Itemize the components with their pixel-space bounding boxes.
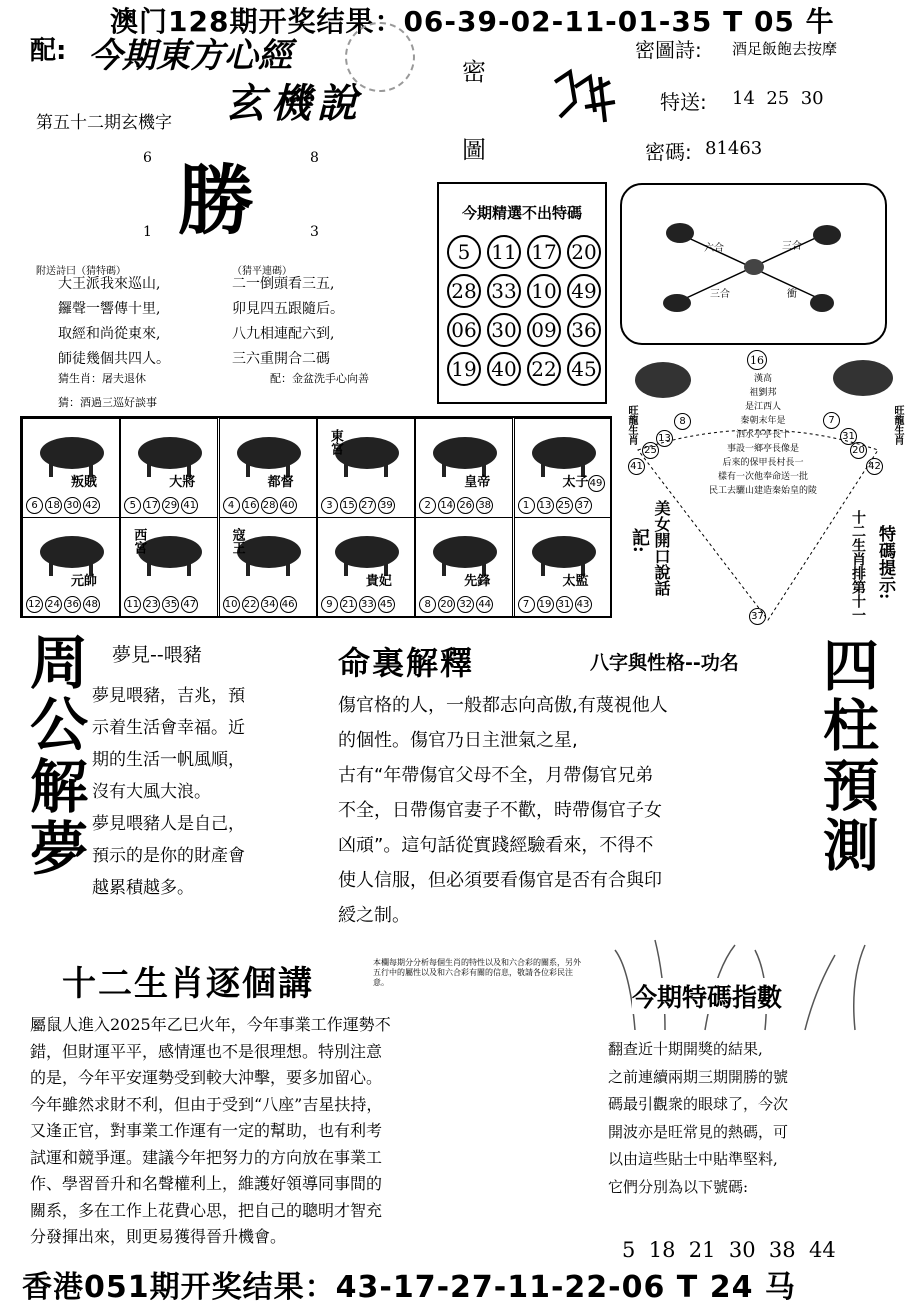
special-label: 特送: bbox=[660, 90, 707, 114]
fate-title: 命裏解釋 bbox=[338, 644, 475, 682]
fan-right-label: 旺龍生肖 bbox=[892, 405, 903, 445]
poem-label: 密圖詩: bbox=[635, 38, 702, 62]
fan-line: 漢高 bbox=[753, 374, 772, 384]
mystery-glyph-icon bbox=[545, 62, 620, 132]
zodiac-talk-title: 十二生肖逐個講 bbox=[62, 964, 314, 1004]
mi-char-2: 圖 bbox=[462, 136, 486, 164]
selection-number: 45 bbox=[567, 352, 601, 386]
fan-num: 31 bbox=[840, 428, 857, 445]
left-poem-line: 鑼聲一響傳十里, bbox=[58, 301, 161, 317]
zodiac-number: 27 bbox=[359, 497, 376, 514]
zodiac-numbers bbox=[321, 493, 397, 514]
dream-title: 夢見--喂豬 bbox=[112, 644, 202, 666]
index-line: 開波亦是旺常見的熱碼，可 bbox=[608, 1122, 789, 1141]
selection-number: 19 bbox=[447, 352, 481, 386]
selection-number: 5 bbox=[447, 235, 481, 269]
zodiac-number: 9 bbox=[321, 596, 338, 613]
compass-label-2: 三合 bbox=[782, 241, 802, 252]
zodiac-talk-line: 錯，但財運平平，感情運也不是很理想。特別注意 bbox=[30, 1041, 383, 1061]
fate-line: 傷官格的人，一般都志向高傲,有蔑視他人 bbox=[338, 695, 668, 716]
zodiac-number: 36 bbox=[64, 596, 81, 613]
selection-grid bbox=[447, 235, 605, 386]
snake-icon bbox=[744, 259, 764, 275]
selection-number: 09 bbox=[527, 313, 561, 347]
selection-number: 20 bbox=[567, 235, 601, 269]
pei-label: 配: bbox=[30, 36, 67, 66]
code-label: 密碼: bbox=[645, 140, 692, 164]
fate-line: 古有“年帶傷官父母不全，月帶傷官兄弟 bbox=[338, 765, 654, 786]
zodiac-numbers bbox=[419, 592, 495, 613]
right-poem-line: 八九相連配六到, bbox=[232, 326, 335, 342]
zodiac-cell bbox=[120, 418, 218, 518]
fan-num: 25 bbox=[642, 442, 659, 459]
zodiac-number: 19 bbox=[537, 596, 554, 613]
mouse-icon bbox=[810, 294, 834, 312]
tip-right-2: 特碼提示: bbox=[875, 525, 895, 600]
zodiac-number: 23 bbox=[143, 596, 160, 613]
fan-line: 秦朝末年是 bbox=[740, 416, 786, 426]
left-poem-guess2: 猜：酒過三巡好談事 bbox=[58, 396, 157, 409]
dream-body bbox=[92, 680, 317, 904]
index-body bbox=[608, 1036, 898, 1201]
index-line: 它們分別為以下號碼: bbox=[608, 1177, 749, 1196]
xuanji-title: 第五十二期玄機字 bbox=[36, 113, 172, 133]
zodiac-numbers bbox=[419, 493, 495, 514]
zodiac-talk-body bbox=[30, 1012, 600, 1251]
tip-left-2: 美女開口說話 bbox=[652, 500, 671, 596]
fate-line: 使人信服，但必須要看傷官是否有合與印 bbox=[338, 870, 662, 891]
mi-char-1: 密 bbox=[462, 58, 486, 86]
fan-line: 民工去驪山建造秦始皇的陵 bbox=[708, 486, 817, 496]
dream-line: 越累積越多。 bbox=[92, 878, 194, 898]
fate-side-title: 四柱預測 bbox=[814, 636, 879, 876]
selection-number: 33 bbox=[487, 274, 521, 308]
zodiac-number: 42 bbox=[83, 497, 100, 514]
zodiac-number: 32 bbox=[457, 596, 474, 613]
zodiac-number: 38 bbox=[476, 497, 493, 514]
compass-diagram bbox=[622, 185, 885, 343]
right-poem-line: 三六重開合二碼 bbox=[232, 351, 330, 367]
zodiac-number: 26 bbox=[457, 497, 474, 514]
left-poem-line: 大王派我來巡山, bbox=[58, 276, 161, 292]
zodiac-cell bbox=[415, 418, 513, 518]
index-line: 碼最引觀衆的眼球了，今次 bbox=[608, 1095, 789, 1113]
zodiac-number: 48 bbox=[83, 596, 100, 613]
zodiac-number: 7 bbox=[518, 596, 535, 613]
fan-num: 8 bbox=[674, 413, 691, 430]
zodiac-number: 10 bbox=[223, 596, 240, 613]
zodiac-number: 25 bbox=[556, 497, 573, 514]
dream-line: 示着生活會幸福。近 bbox=[92, 718, 245, 738]
zodiac-talk-line: 分發揮出來，則更易獲得晉升機會。 bbox=[30, 1227, 287, 1246]
fate-body bbox=[338, 688, 818, 933]
index-title: 今期特碼指數 bbox=[632, 978, 782, 1014]
dream-line: 夢見喂豬，吉兆，預 bbox=[92, 686, 245, 706]
zodiac-number: 12 bbox=[26, 596, 43, 613]
fan-num: 20 bbox=[850, 442, 867, 459]
tip-right-1: 十二生肖排第十一 bbox=[850, 510, 866, 622]
xuanji-char: 勝 bbox=[178, 156, 254, 245]
selection-number: 22 bbox=[527, 352, 561, 386]
zodiac-number: 44 bbox=[476, 596, 493, 613]
dream-line: 夢見喂豬人是自己， bbox=[92, 814, 245, 834]
fan-num: 7 bbox=[823, 412, 840, 429]
fate-line: 凶頑”。這句話從實踐經驗看來，不得不 bbox=[338, 835, 654, 856]
rooster-icon bbox=[666, 223, 694, 243]
selection-title: 今期精選不出特碼 bbox=[461, 204, 582, 222]
zodiac-number: 22 bbox=[242, 596, 259, 613]
zodiac-cell bbox=[120, 517, 218, 617]
zodiac-numbers bbox=[321, 592, 397, 613]
selection-number: 17 bbox=[527, 235, 561, 269]
fan-line: 泗水亭亭長十 bbox=[735, 430, 790, 440]
fan-line: 樣有一次他奉命送一批 bbox=[717, 472, 808, 482]
zodiac-numbers bbox=[518, 493, 594, 514]
zodiac-grid bbox=[20, 416, 612, 618]
zodiac-number: 46 bbox=[280, 596, 297, 613]
fan-line: 祖劉邦 bbox=[749, 388, 777, 398]
zodiac-number: 8 bbox=[419, 596, 436, 613]
zodiac-numbers bbox=[223, 592, 299, 613]
zodiac-cell bbox=[22, 517, 120, 617]
zodiac-cell bbox=[317, 418, 415, 518]
zodiac-number: 34 bbox=[261, 596, 278, 613]
selection-box bbox=[437, 182, 607, 404]
xuanji-num-bl: 1 bbox=[143, 224, 152, 240]
zodiac-numbers bbox=[26, 493, 102, 514]
zodiac-label: 大將 bbox=[169, 475, 196, 490]
left-poem-line: 師徒幾個共四人。 bbox=[58, 351, 170, 367]
zodiac-number: 29 bbox=[162, 497, 179, 514]
zodiac-number: 43 bbox=[575, 596, 592, 613]
selection-number: 06 bbox=[447, 313, 481, 347]
zodiac-number: 35 bbox=[162, 596, 179, 613]
fan-num: 13 bbox=[656, 430, 673, 447]
zodiac-number: 13 bbox=[537, 497, 554, 514]
zodiac-numbers bbox=[124, 493, 200, 514]
zodiac-talk-line: 作、學習晉升和名聲權利上，維護好領導同事間的 bbox=[30, 1174, 383, 1193]
zodiac-number: 1 bbox=[518, 497, 535, 514]
fan-num: 37 bbox=[749, 608, 766, 625]
left-poem bbox=[58, 272, 170, 372]
zodiac-cell bbox=[219, 418, 317, 518]
selection-number: 36 bbox=[567, 313, 601, 347]
zodiac-talk-note: 本欄每期分分析每個生肖的特性以及和六合彩的關系，另外五行中的屬性以及和六合彩有關的信息，敬請各位彩民注意。 bbox=[373, 958, 581, 987]
selection-number: 28 bbox=[447, 274, 481, 308]
zodiac-number: 21 bbox=[340, 596, 357, 613]
zodiac-number: 15 bbox=[340, 497, 357, 514]
title-xuanji: 玄機說 bbox=[225, 81, 363, 127]
rabbit-icon bbox=[813, 225, 841, 245]
zodiac-talk-line: 試運和競爭運。建議今年把努力的方向放在事業工 bbox=[30, 1147, 383, 1167]
zodiac-talk-line: 關系，多在工作上花費心思，把自己的聰明才智充 bbox=[30, 1200, 383, 1220]
zodiac-cell bbox=[22, 418, 120, 518]
right-poem bbox=[232, 272, 344, 372]
right-poem-pei: 配：金盆洗手心向善 bbox=[270, 372, 369, 385]
zodiac-label: 皇帝 bbox=[464, 475, 491, 490]
zodiac-label: 東宮 bbox=[327, 429, 343, 455]
compass-label-1: 六合 bbox=[704, 243, 724, 254]
dream-line: 期的生活一帆風順， bbox=[92, 750, 245, 770]
special-values: 14 25 30 bbox=[732, 88, 824, 109]
xuanji-num-tl: 6 bbox=[143, 150, 152, 166]
code-value: 81463 bbox=[705, 138, 763, 159]
zodiac-numbers bbox=[518, 592, 594, 613]
zodiac-label: 叛賊 bbox=[71, 475, 98, 490]
poem-text: 酒足飯飽去按摩 bbox=[732, 40, 838, 58]
dream-side-title: 周公解夢 bbox=[20, 632, 88, 880]
zodiac-number: 24 bbox=[45, 596, 62, 613]
fan-top-num: 16 bbox=[747, 350, 767, 370]
zodiac-number: 40 bbox=[280, 497, 297, 514]
zodiac-talk-line: 屬鼠人進入2025年乙巳火年，今年事業工作運勢不 bbox=[30, 1015, 391, 1034]
index-line: 翻查近十期開獎的結果, bbox=[608, 1040, 763, 1058]
zodiac-number: 16 bbox=[242, 497, 259, 514]
zodiac-number: 14 bbox=[438, 497, 455, 514]
zodiac-talk-line: 今年雖然求財不利，但由于受到“八座”吉星扶持， bbox=[30, 1094, 383, 1114]
selection-number: 30 bbox=[487, 313, 521, 347]
zodiac-talk-line: 的是，今年平安運勢受到較大沖擊，要多加留心。 bbox=[30, 1068, 383, 1087]
zodiac-number: 18 bbox=[45, 497, 62, 514]
right-poem-line: 卯見四五跟隨后。 bbox=[232, 301, 344, 317]
zodiac-extra-number: 49 bbox=[588, 475, 605, 492]
zodiac-number: 28 bbox=[261, 497, 278, 514]
top-result-banner: 澳门128期开奖结果：06-39-02-11-01-35 T 05 牛 bbox=[110, 5, 835, 38]
zodiac-number: 5 bbox=[124, 497, 141, 514]
zodiac-number: 6 bbox=[26, 497, 43, 514]
zodiac-label: 先鋒 bbox=[464, 574, 491, 589]
zodiac-cell bbox=[317, 517, 415, 617]
zodiac-numbers bbox=[26, 592, 102, 613]
index-line: 之前連續兩期三期開勝的號 bbox=[608, 1067, 789, 1086]
fan-line: 事設一鄉亭長像是 bbox=[726, 444, 799, 454]
right-poem-line: 二一倒頭看三五, bbox=[232, 276, 335, 292]
zodiac-number: 30 bbox=[64, 497, 81, 514]
index-line: 以由這些貼士中貼準堅料, bbox=[608, 1150, 778, 1168]
zodiac-number: 39 bbox=[378, 497, 395, 514]
fan-line: 是江西人 bbox=[744, 402, 781, 412]
xuanji-num-tr: 8 bbox=[310, 150, 319, 166]
fan-line: 后來的保甲長村長一 bbox=[722, 458, 804, 468]
zodiac-number: 33 bbox=[359, 596, 376, 613]
zodiac-talk-line: 又逢正官，對事業工作運有一定的幫助，也有利考 bbox=[30, 1121, 383, 1140]
zodiac-cell bbox=[219, 517, 317, 617]
zodiac-number: 37 bbox=[575, 497, 592, 514]
zodiac-label: 太監 bbox=[562, 574, 589, 589]
dream-line: 沒有大風大浪。 bbox=[92, 782, 211, 802]
fate-line: 的個性。傷官乃日主泄氣之星, bbox=[338, 730, 578, 751]
compass-label-3: 三合 bbox=[710, 289, 730, 300]
fan-left-label: 旺龍生肖 bbox=[626, 405, 637, 445]
rat-icon bbox=[663, 294, 691, 312]
zodiac-numbers bbox=[223, 493, 299, 514]
compass-box bbox=[620, 183, 887, 345]
left-poem-guess: 猜生肖：屠夫退休 bbox=[58, 372, 146, 385]
fate-line: 綬之制。 bbox=[338, 905, 410, 926]
zodiac-number: 11 bbox=[124, 596, 141, 613]
title-heart-sutra: 今期東方心經 bbox=[88, 36, 292, 76]
selection-number: 40 bbox=[487, 352, 521, 386]
zodiac-label: 西宮 bbox=[131, 528, 147, 554]
zodiac-number: 31 bbox=[556, 596, 573, 613]
selection-number: 49 bbox=[567, 274, 601, 308]
zodiac-cell bbox=[514, 517, 612, 617]
index-numbers: 5 18 21 30 38 44 bbox=[622, 1238, 836, 1262]
zodiac-label: 都督 bbox=[267, 475, 294, 490]
zodiac-cell bbox=[514, 418, 612, 518]
zodiac-label: 太子 bbox=[562, 475, 589, 490]
fan-diagram bbox=[618, 350, 908, 630]
selection-number: 10 bbox=[527, 274, 561, 308]
zodiac-cell bbox=[415, 517, 513, 617]
zodiac-number: 47 bbox=[181, 596, 198, 613]
tip-left-1: 記: bbox=[629, 528, 650, 553]
dream-line: 預示的是你的財產會 bbox=[92, 846, 245, 866]
zodiac-label: 元帥 bbox=[71, 574, 98, 589]
fan-num: 41 bbox=[628, 458, 645, 475]
stamp-seal bbox=[345, 22, 415, 92]
fan-num: 42 bbox=[866, 458, 883, 475]
zodiac-number: 4 bbox=[223, 497, 240, 514]
fate-subtitle: 八字與性格--功名 bbox=[590, 652, 739, 674]
left-poem-title: 附送詩曰（猜特碼） bbox=[36, 266, 126, 277]
zodiac-number: 2 bbox=[419, 497, 436, 514]
zodiac-numbers bbox=[124, 592, 200, 613]
zodiac-number: 20 bbox=[438, 596, 455, 613]
xuanji-num-br: 3 bbox=[310, 224, 319, 240]
bottom-result-banner: 香港051期开奖结果：43-17-27-11-22-06 T 24 马 bbox=[22, 1270, 796, 1305]
zodiac-label: 貴妃 bbox=[365, 574, 392, 589]
zodiac-number: 41 bbox=[181, 497, 198, 514]
zodiac-number: 3 bbox=[321, 497, 338, 514]
selection-number: 11 bbox=[487, 235, 521, 269]
compass-label-4: 衝 bbox=[787, 289, 797, 300]
zodiac-number: 17 bbox=[143, 497, 160, 514]
fate-line: 不全，日帶傷官妻子不歡，時帶傷官子女 bbox=[338, 800, 662, 821]
right-poem-title: （猜平連碼） bbox=[232, 266, 292, 277]
left-poem-line: 取經和尚從東來, bbox=[58, 326, 161, 342]
zodiac-label: 寇王 bbox=[229, 528, 245, 554]
zodiac-number: 45 bbox=[378, 596, 395, 613]
